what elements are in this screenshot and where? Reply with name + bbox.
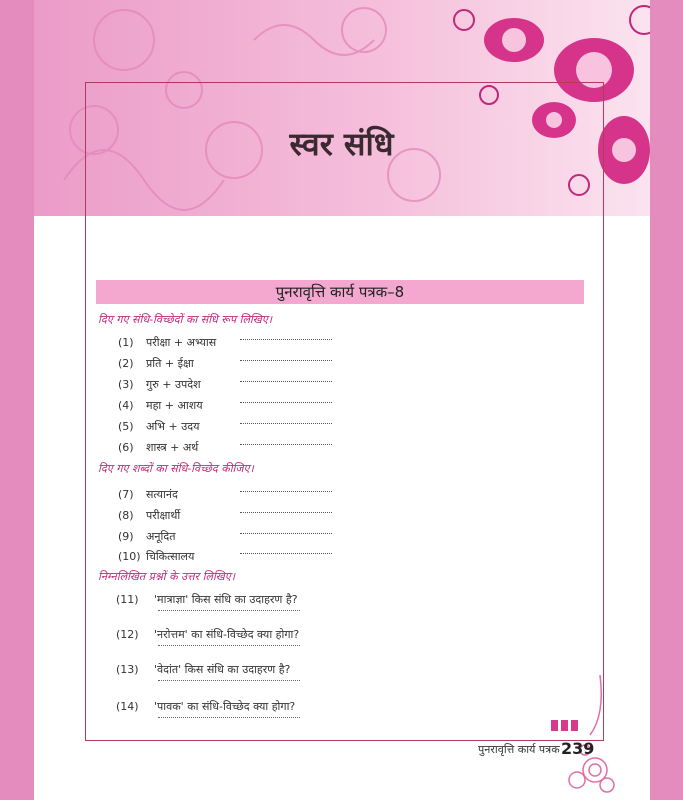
answer-line[interactable] xyxy=(158,679,300,681)
worksheet-header-bar xyxy=(96,280,584,304)
question-number: (8) xyxy=(118,509,134,522)
footer-label: पुनरावृत्ति कार्य पत्रक xyxy=(478,743,560,756)
question-text: परीक्षार्थी xyxy=(146,509,181,522)
question-number: (2) xyxy=(118,357,134,370)
question-item xyxy=(116,699,295,714)
question-text: 'वेदांत' किस संधि का उदाहरण है? xyxy=(154,663,291,676)
answer-line[interactable] xyxy=(240,552,332,554)
question-item xyxy=(118,377,201,392)
answer-line[interactable] xyxy=(240,532,332,534)
question-text: शास्त्र + अर्थ xyxy=(146,441,199,454)
question-text: 'मात्राज्ञा' किस संधि का उदाहरण है? xyxy=(154,593,298,606)
answer-line[interactable] xyxy=(240,490,332,492)
question-number: (1) xyxy=(118,336,134,349)
question-text: चिकित्सालय xyxy=(146,550,195,563)
question-number: (11) xyxy=(116,593,139,606)
question-number: (14) xyxy=(116,700,139,713)
question-item xyxy=(116,627,299,642)
question-number: (4) xyxy=(118,399,134,412)
answer-line[interactable] xyxy=(158,644,300,646)
question-item xyxy=(116,592,298,607)
question-text: अनूदित xyxy=(146,530,176,543)
question-number: (9) xyxy=(118,530,134,543)
question-item xyxy=(118,356,194,371)
answer-line[interactable] xyxy=(240,443,332,445)
question-item xyxy=(118,440,198,455)
question-item xyxy=(118,398,203,413)
question-text: सत्यानंद xyxy=(146,488,178,501)
worksheet-title: पुनरावृत्ति कार्य पत्रक–8 xyxy=(275,283,405,301)
question-text: 'नरोत्तम' का संधि-विच्छेद क्या होगा? xyxy=(154,628,300,641)
answer-line[interactable] xyxy=(158,716,300,718)
question-item xyxy=(118,487,178,502)
answer-line[interactable] xyxy=(240,422,332,424)
question-item xyxy=(118,419,199,434)
question-number: (3) xyxy=(118,378,134,391)
question-text: महा + आशय xyxy=(146,399,203,412)
section1-instruction: दिए गए संधि-विच्छेदों का संधि रूप लिखिए। xyxy=(98,313,273,326)
question-number: (6) xyxy=(118,441,134,454)
question-number: (12) xyxy=(116,628,139,641)
question-item xyxy=(118,529,175,544)
page-number: 239 xyxy=(561,739,595,758)
answer-line[interactable] xyxy=(240,338,332,340)
page-title: स्वर संधि xyxy=(289,125,394,163)
question-item xyxy=(116,662,290,677)
section3-instruction: निम्नलिखित प्रश्नों के उत्तर लिखिए। xyxy=(98,570,236,583)
corner-flower-icon xyxy=(555,670,615,795)
question-item xyxy=(118,549,194,564)
question-number: (10) xyxy=(118,550,141,563)
question-text: अभि + उदय xyxy=(146,420,200,433)
question-item xyxy=(118,508,180,523)
answer-line[interactable] xyxy=(240,511,332,513)
question-text: 'पावक' का संधि-विच्छेद क्या होगा? xyxy=(154,700,296,713)
question-text: गुरु + उपदेश xyxy=(146,378,201,391)
answer-line[interactable] xyxy=(240,359,332,361)
answer-line[interactable] xyxy=(158,609,300,611)
question-item xyxy=(118,335,216,350)
question-number: (7) xyxy=(118,488,134,501)
question-text: प्रति + ईक्षा xyxy=(146,357,194,370)
question-text: परीक्षा + अभ्यास xyxy=(146,336,217,349)
section2-instruction: दिए गए शब्दों का संधि-विच्छेद कीजिए। xyxy=(98,462,254,475)
question-number: (5) xyxy=(118,420,134,433)
question-number: (13) xyxy=(116,663,139,676)
answer-line[interactable] xyxy=(240,401,332,403)
answer-line[interactable] xyxy=(240,380,332,382)
